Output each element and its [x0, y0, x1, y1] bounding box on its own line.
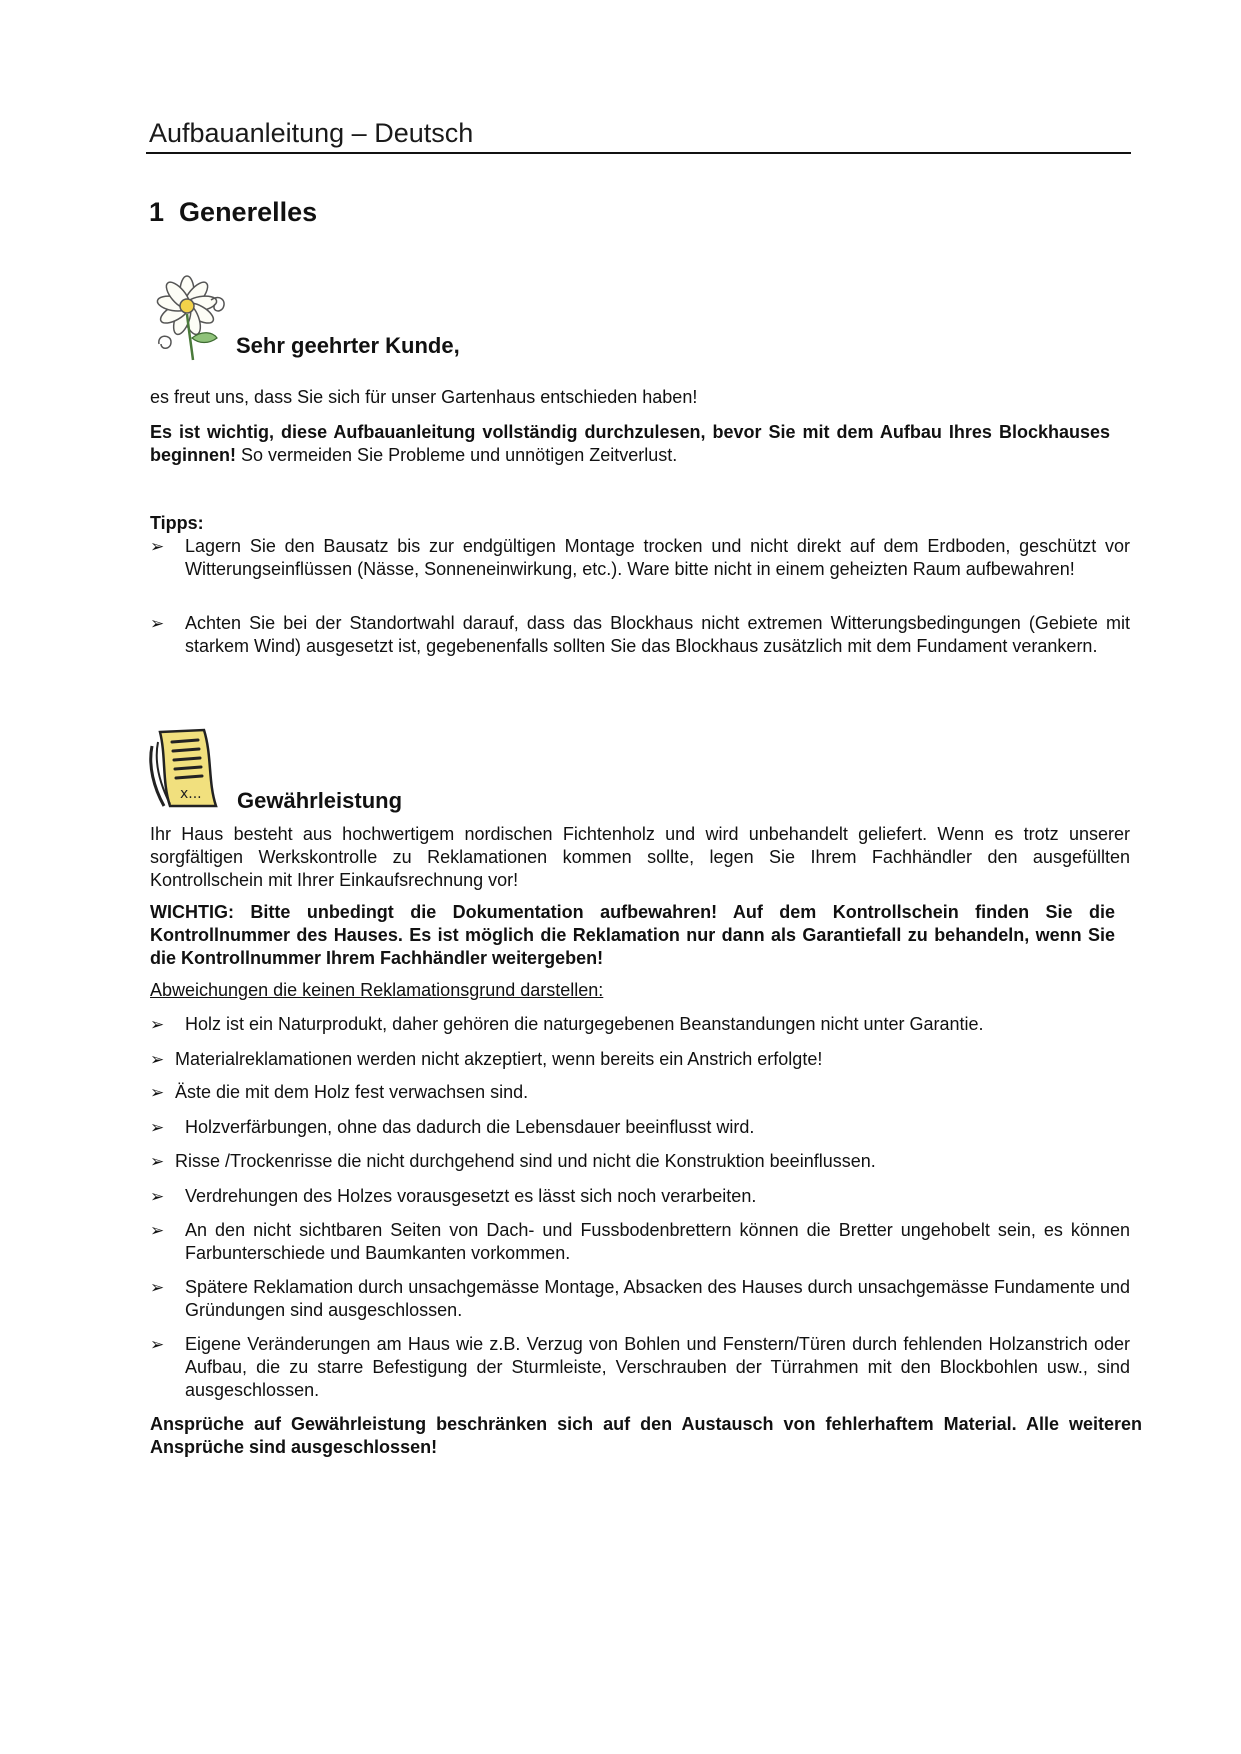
exception-text: Holzverfärbungen, ohne das dadurch die Lebensdauer beeinflusst wird.	[185, 1117, 755, 1137]
bullet-arrow-icon: ➢	[150, 1015, 165, 1034]
tips-title: Tipps:	[150, 513, 204, 533]
exception-text: Risse /Trockenrisse die nicht durchgehend sind und nicht die Konstruktion beeinflussen.	[175, 1151, 876, 1171]
greeting-intro: es freut uns, dass Sie sich für unser Gartenhaus entschieden haben!	[150, 387, 698, 407]
exception-text: An den nicht sichtbaren Seiten von Dach- und Fussbodenbrettern können die Bretter ungehobelt sein, es können Farbunterschiede und Baumkanten vorkommen.	[185, 1220, 1130, 1263]
exception-text: Eigene Veränderungen am Haus wie z.B. Verzug von Bohlen und Fenstern/Türen durch fehlenden Holzanstrich oder Aufbau, die zu starre Befestigung der Sturmleiste, Verschrauben der Türrahmen mit den Blockbohlen usw., sind ausgeschlossen.	[185, 1334, 1130, 1400]
important-note-bold: Es ist wichtig, diese Aufbauanleitung vollständig durchzulesen, bevor Sie mit dem Aufbau Ihres Blockhauses beginnen!	[150, 422, 1110, 465]
bullet-arrow-icon: ➢	[150, 1221, 165, 1240]
tip-text: Achten Sie bei der Standortwahl darauf, dass das Blockhaus nicht extremen Witterungsbedingungen (Gebiete mit starkem Wind) ausgesetzt ist, gegebenenfalls sollten Sie das Blockhaus zusätzlich mit dem Fundament verankern.	[185, 613, 1130, 656]
bullet-arrow-icon: ➢	[150, 614, 165, 633]
section-heading	[149, 197, 317, 228]
exceptions-title: Abweichungen die keinen Reklamationsgrund darstellen:	[150, 980, 604, 1000]
bullet-arrow-icon: ➢	[150, 1187, 165, 1206]
header-title: Aufbauanleitung – Deutsch	[149, 118, 474, 148]
section-title: Generelles	[179, 197, 318, 227]
warranty-important: WICHTIG: Bitte unbedingt die Dokumentation aufbewahren! Auf dem Kontrollschein finden Sie die Kontrollnummer des Hauses. Es ist möglich die Reklamation nur dann als Garantiefall zu behandeln, wenn Sie die Kontrollnummer Ihrem Fachhändler weitergeben!	[150, 902, 1115, 968]
bullet-arrow-icon: ➢	[150, 537, 165, 556]
section-number: 1	[149, 197, 165, 227]
warranty-intro: Ihr Haus besteht aus hochwertigem nordischen Fichtenholz und wird unbehandelt geliefert. Wenn es trotz unserer sorgfältigen Werkskontrolle zu Reklamationen kommen sollte, legen Sie Ihrem Fachhändler den ausgefüllten Kontrollschein mit Ihrer Einkaufsrechnung vor!	[150, 824, 1130, 890]
greeting-important	[150, 421, 1110, 467]
tip-text: Lagern Sie den Bausatz bis zur endgültigen Montage trocken und nicht direkt auf dem Erdboden, geschützt vor Witterungseinflüssen (Nässe, Sonneneinwirkung, etc.). Ware bitte nicht in einem geheizten Raum aufbewahren!	[185, 536, 1130, 579]
bullet-arrow-icon: ➢	[150, 1335, 165, 1354]
svg-text:x...: x...	[180, 786, 202, 802]
bullet-arrow-icon: ➢	[150, 1083, 165, 1102]
warranty-closing: Ansprüche auf Gewährleistung beschränken sich auf den Austausch von fehlerhaftem Material. Alle weiteren Ansprüche sind ausgeschlossen!	[150, 1414, 1142, 1457]
exception-text: Materialreklamationen werden nicht akzeptiert, wenn bereits ein Anstrich erfolgte!	[175, 1049, 823, 1069]
bullet-arrow-icon: ➢	[150, 1278, 165, 1297]
document-scroll-icon	[146, 726, 230, 810]
flower-icon	[147, 272, 229, 362]
header-rule	[146, 152, 1131, 154]
bullet-arrow-icon: ➢	[150, 1118, 165, 1137]
exception-text: Äste die mit dem Holz fest verwachsen sind.	[175, 1082, 529, 1102]
exception-text: Spätere Reklamation durch unsachgemässe Montage, Absacken des Hauses durch unsachgemässe Fundamente und Gründungen sind ausgeschlossen.	[185, 1277, 1130, 1320]
exception-text: Verdrehungen des Holzes vorausgesetzt es lässt sich noch verarbeiten.	[185, 1186, 757, 1206]
important-note-rest: So vermeiden Sie Probleme und unnötigen Zeitverlust.	[236, 445, 678, 465]
warranty-title: Gewährleistung	[237, 788, 403, 813]
greeting-title: Sehr geehrter Kunde,	[236, 333, 460, 358]
exception-text: Holz ist ein Naturprodukt, daher gehören die naturgegebenen Beanstandungen nicht unter Garantie.	[185, 1014, 984, 1034]
bullet-arrow-icon: ➢	[150, 1152, 165, 1171]
bullet-arrow-icon: ➢	[150, 1050, 165, 1069]
